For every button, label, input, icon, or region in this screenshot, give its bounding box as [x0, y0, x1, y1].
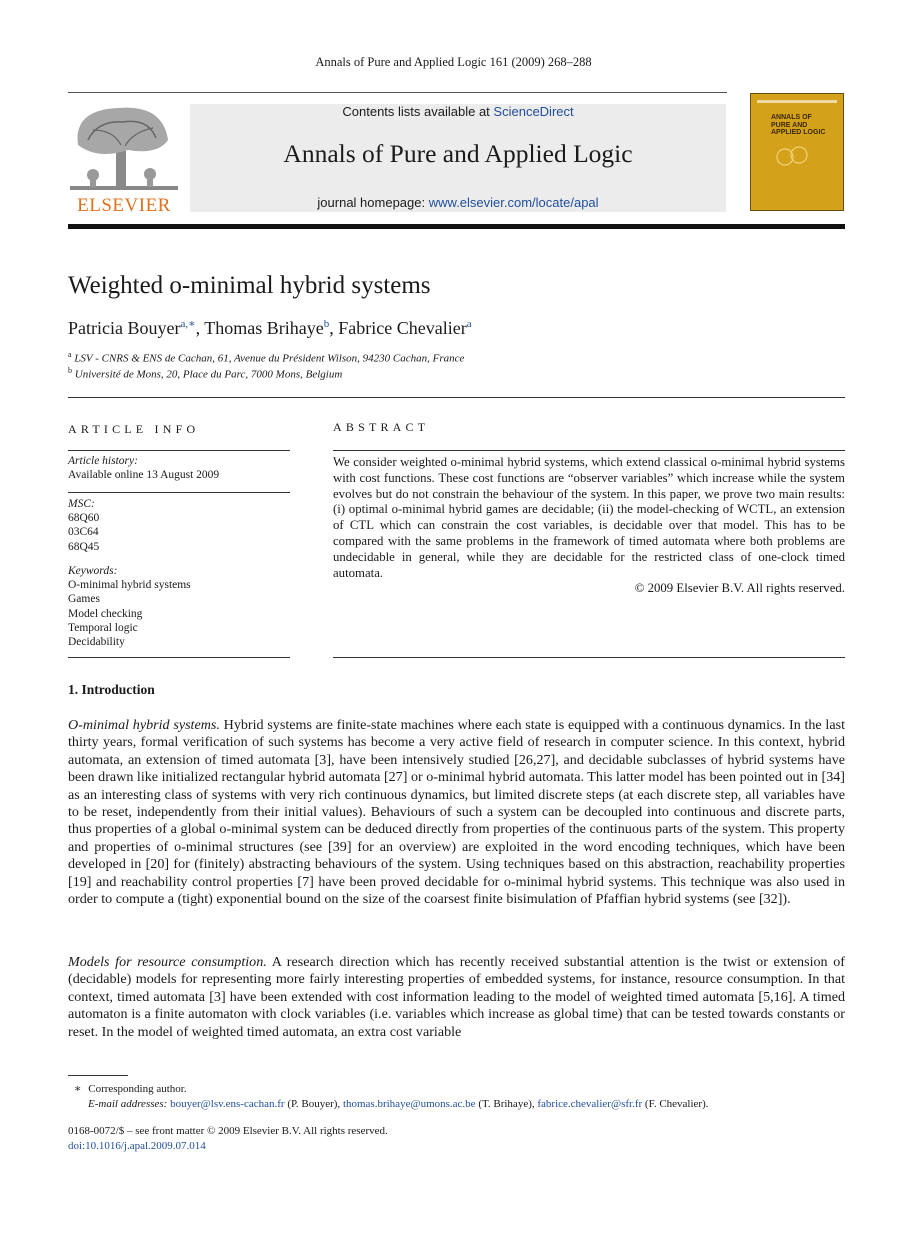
divider [68, 397, 845, 398]
header-rule [68, 92, 727, 93]
author-sep: , [195, 318, 205, 338]
keywords-label: Keywords: [68, 565, 118, 577]
msc-code: 03C64 [68, 526, 99, 539]
msc-code: 68Q60 [68, 512, 100, 525]
elsevier-wordmark: ELSEVIER [77, 195, 171, 216]
issn-line: 0168-0072/$ – see front matter © 2009 Elsevier B.V. All rights reserved. [68, 1125, 388, 1137]
divider [333, 657, 845, 658]
homepage-link[interactable]: www.elsevier.com/locate/apal [428, 195, 599, 210]
keywords-block [68, 564, 191, 649]
author-name: Fabrice Chevalier [338, 318, 467, 338]
article-history [68, 454, 219, 482]
abstract-heading: ABSTRACT [333, 420, 430, 434]
intro-paragraph-1 [68, 717, 845, 908]
cover-band [757, 100, 837, 103]
journal-title: Annals of Pure and Applied Logic [283, 139, 633, 168]
cover-ornament-icon [773, 142, 813, 172]
paragraph-body: Hybrid systems are finite-state machines where each state is equipped with a continuous dynamics. In the last thirty years, formal verification of such systems has become a very active field of research in computer science. In this context, hybrid automata, an extension of timed automata [3], have been intensively studied [26,27], and decidable subclasses of hybrid systems have been drawn like initialized rectangular hybrid automata [27] or o-minimal hybrid automata. This latter model has been pointed out in [34] as an interesting class of systems with very rich continuous dynamics, but limited discrete steps (at each discrete step, all variables have to be reset, independently from their initial values). Behaviours of such a system can be decoupled into continuous and discrete parts, thus properties of a global o-minimal system can be deduced directly from properties of the continuous parts of the system. This property and properties of o-minimal structures (see [39] for an overview) are exploited in the word encoding techniques, which have been developed in [20] for (finitely) abstracting behaviours of the system. Using techniques based on this abstraction, reachability properties [19] and reachability control properties [7] have been proved decidable for o-minimal hybrid systems. This technique was also used in order to compute a (tight) exponential bound on the size of the coarsest finite bisimulation of Pfaffian hybrid systems (see [32]). [68, 717, 845, 908]
affiliation-b [68, 366, 342, 381]
journal-cover [750, 93, 844, 211]
email-footnote [88, 1098, 709, 1110]
paragraph-lead: Models for resource consumption. [68, 954, 267, 970]
email-owner: (F. Chevalier). [642, 1098, 709, 1110]
corresponding-text: Corresponding author. [88, 1083, 187, 1095]
doi-link[interactable]: doi:10.1016/j.apal.2009.07.014 [68, 1140, 206, 1152]
email-link[interactable]: fabrice.chevalier@sfr.fr [537, 1098, 643, 1110]
email-link[interactable]: bouyer@lsv.ens-cachan.fr [170, 1098, 285, 1110]
divider [333, 450, 845, 451]
homepage-prefix: journal homepage: [317, 195, 426, 210]
keyword: Decidability [68, 636, 125, 649]
author-name: Thomas Brihaye [204, 318, 324, 338]
abstract-copyright: © 2009 Elsevier B.V. All rights reserved. [634, 581, 845, 595]
author-list [68, 317, 472, 339]
header-thick-rule [68, 224, 845, 229]
history-label: Article history: [68, 455, 138, 467]
email-owner: (P. Bouyer), [284, 1098, 343, 1110]
paragraph-lead: O-minimal hybrid systems. [68, 717, 220, 733]
affiliation-sup: b [68, 366, 72, 375]
affiliation-a [68, 350, 464, 365]
msc-block [68, 497, 99, 554]
contents-prefix: Contents lists available at [342, 104, 490, 119]
msc-label: MSC: [68, 498, 95, 510]
history-value: Available online 13 August 2009 [68, 469, 220, 482]
msc-code: 68Q45 [68, 540, 100, 553]
affiliation-text: LSV - CNRS & ENS de Cachan, 61, Avenue du Président Wilson, 94230 Cachan, France [74, 352, 465, 365]
homepage-line [190, 195, 726, 210]
cover-title: ANNALS OF PURE AND APPLIED LOGIC [771, 114, 826, 136]
intro-paragraph-2 [68, 954, 845, 1041]
article-title: Weighted o-minimal hybrid systems [68, 272, 431, 299]
keyword: Model checking [68, 607, 143, 620]
author-name: Patricia Bouyer [68, 318, 181, 338]
email-owner: (T. Brihaye), [475, 1098, 538, 1110]
sciencedirect-link[interactable]: ScienceDirect [493, 104, 574, 119]
keyword: O-minimal hybrid systems [68, 579, 191, 592]
keyword: Temporal logic [68, 621, 138, 634]
author-sup[interactable]: a,∗ [180, 318, 196, 330]
abstract-text: We consider weighted o-minimal hybrid systems, which extend classical o-minimal hybrid systems with cost functions. These cost functions are “observer variables” which increase while the system evolves but do not constrain the behaviour of the system. In this paper, we prove two main results: (i) optimal o-minimal hybrid games are decidable; (ii) the model-checking of WCTL, an extension of CTL which can constrain the cost variables, is decidable over that model. This has to be compared with the same problems in the framework of timed automata where both problems are undecidable in general, while they are decidable for the restricted class of one-clock timed automata. [333, 455, 845, 580]
email-link[interactable]: thomas.brihaye@umons.ac.be [342, 1098, 476, 1110]
divider [68, 450, 290, 451]
article-info-heading: ARTICLE INFO [68, 422, 200, 436]
divider [68, 657, 290, 658]
paragraph-body: A research direction which has recently received substantial attention is the twist or extension of (decidable) models for representing more fairly interesting properties of embedded systems, for instance, resource consumption. In that context, timed automata [3] have been extended with cost information leading to the model of weighted timed automata [5,16]. A timed automaton is a finite automaton with clock variables (i.e. variables which increase as global time) that can be tested towards constants or reset. In the model of weighted timed automata, an extra cost variable [68, 954, 845, 1040]
author-sep: , [329, 318, 339, 338]
contents-line [190, 104, 726, 119]
email-label: E-mail addresses: [88, 1098, 168, 1110]
running-header: Annals of Pure and Applied Logic 161 (2009) 268–288 [315, 55, 592, 69]
footnote-marker: ∗ [74, 1083, 82, 1095]
corresponding-footnote [74, 1082, 187, 1095]
affiliation-text: Université de Mons, 20, Place du Parc, 7000 Mons, Belgium [74, 368, 343, 381]
divider [68, 492, 290, 493]
keyword: Games [68, 593, 100, 606]
author-sup[interactable]: b [323, 318, 330, 330]
section-heading: 1. Introduction [68, 682, 155, 697]
affiliation-sup: a [68, 350, 72, 359]
author-sup[interactable]: a [466, 318, 472, 330]
footnote-rule [68, 1075, 128, 1076]
